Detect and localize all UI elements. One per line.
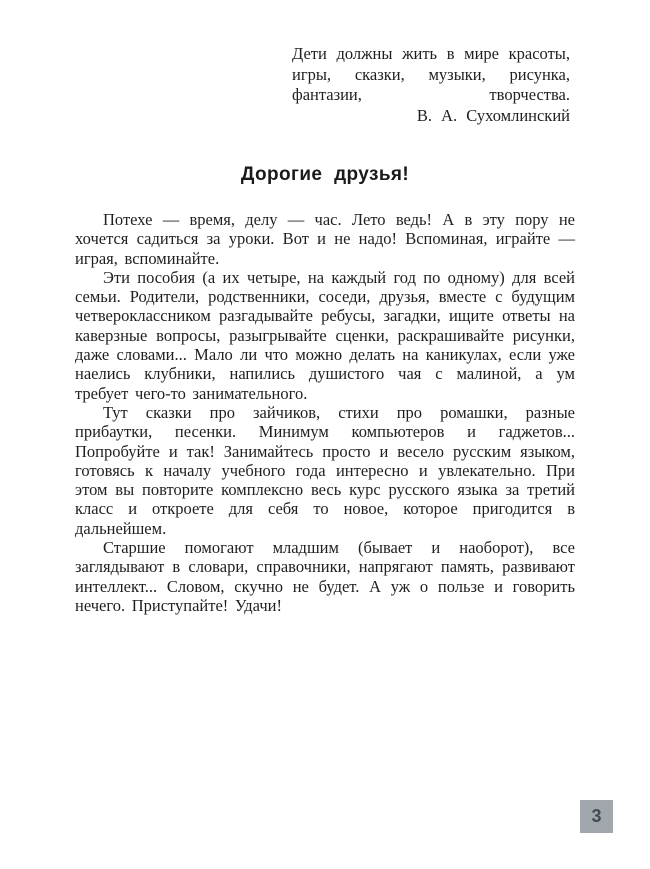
- page-number-badge: 3: [580, 800, 613, 833]
- paragraph-2: Эти пособия (а их четыре, на каждый год по одному) для всей семьи. Родители, родственники, соседи, друзья, вместе с будущим четвероклассником разгадывайте ребусы, загадки, ищите ответы на каверзные вопросы, разыгрывайте сценки, раскрашивайте рисунки, даже словами... Мало ли что можно делать на каникулах, если уже наелись клубники, напились душистого чая с малиной, а ум требует чего-то занимательного.: [75, 267, 575, 403]
- epigraph-text: Дети должны жить в мире красоты, игры, сказки, музыки, рисунка, фантазии, творчества.: [292, 44, 570, 104]
- body-text: [75, 210, 575, 615]
- paragraph-1: Потехе — время, делу — час. Лето ведь! А в эту пору не хочется садиться за уроки. Вот и не надо! Вспоминая, играйте — играя, вспоминайте.: [75, 210, 575, 268]
- paragraph-4: Старшие помогают младшим (бывает и наоборот), все заглядывают в словари, справочники, напрягают память, развивают интеллект... Словом, скучно не будет. А уж о пользе и говорить нечего. Приступайте! Удачи!: [75, 538, 575, 615]
- page-title: Дорогие друзья!: [240, 164, 410, 185]
- epigraph: [292, 44, 570, 126]
- paragraph-3: Тут сказки про зайчиков, стихи про ромашки, разные прибаутки, песенки. Минимум компьютеров и гаджетов... Попробуйте и так! Занимайтесь просто и весело русским языком, готовясь к началу учебного года интересно и увлекательно. При этом вы повторите комплексно весь курс русского языка за третий класс и откроете для себя то новое, которое пригодится в дальнейшем.: [75, 402, 575, 538]
- epigraph-author: В. А. Сухомлинский: [416, 105, 570, 125]
